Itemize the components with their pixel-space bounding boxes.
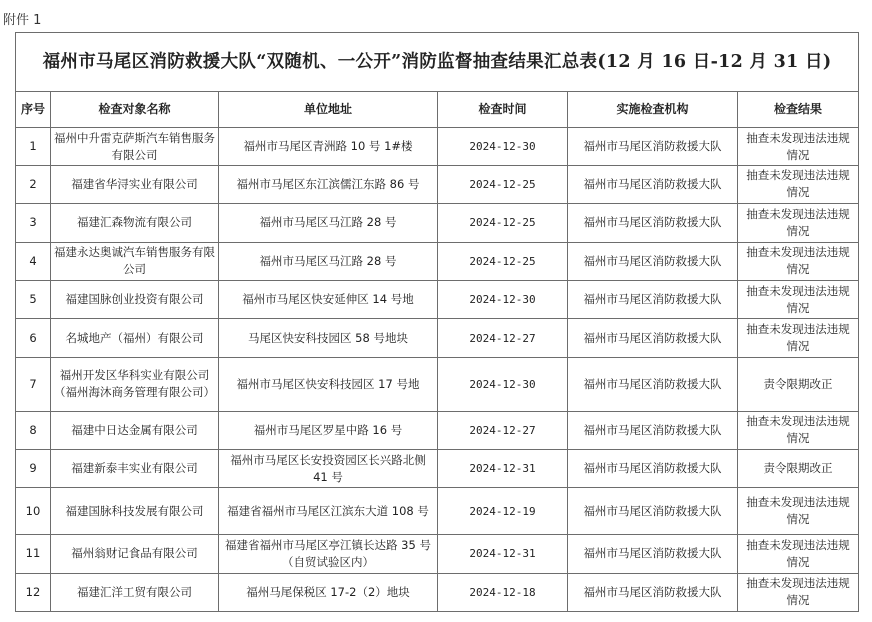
cell-result: 抽查未发现违法违规情况: [738, 319, 859, 357]
cell-name: 福建国脉创业投资有限公司: [51, 280, 219, 318]
cell-result: 抽查未发现违法违规情况: [738, 280, 859, 318]
cell-no: 3: [16, 204, 51, 242]
cell-result: 责令限期改正: [738, 450, 859, 488]
header-agency: 实施检查机构: [568, 92, 738, 128]
cell-result: 抽查未发现违法违规情况: [738, 165, 859, 203]
cell-agency: 福州市马尾区消防救援大队: [568, 488, 738, 535]
cell-agency: 福州市马尾区消防救援大队: [568, 204, 738, 242]
cell-no: 5: [16, 280, 51, 318]
cell-result: 抽查未发现违法违规情况: [738, 242, 859, 280]
cell-address: 福建省福州市马尾区江滨东大道 108 号: [219, 488, 438, 535]
cell-no: 11: [16, 535, 51, 573]
cell-address: 马尾区快安科技园区 58 号地块: [219, 319, 438, 357]
cell-no: 2: [16, 165, 51, 203]
cell-time: 2024-12-25: [438, 165, 568, 203]
cell-address: 福州市马尾区快安科技园区 17 号地: [219, 357, 438, 411]
cell-no: 9: [16, 450, 51, 488]
table-row: [16, 165, 859, 203]
cell-name: 福建汇洋工贸有限公司: [51, 573, 219, 611]
table-title: 福州市马尾区消防救援大队“双随机、一公开”消防监督抽查结果汇总表(12 月 16 日-12 月 31 日): [16, 33, 859, 92]
cell-agency: 福州市马尾区消防救援大队: [568, 319, 738, 357]
cell-name: 福建汇森物流有限公司: [51, 204, 219, 242]
cell-no: 6: [16, 319, 51, 357]
cell-name: 福州翁财记食品有限公司: [51, 535, 219, 573]
cell-name: 福建新泰丰实业有限公司: [51, 450, 219, 488]
cell-time: 2024-12-18: [438, 573, 568, 611]
cell-result: 抽查未发现违法违规情况: [738, 204, 859, 242]
cell-no: 4: [16, 242, 51, 280]
header-result: 检查结果: [738, 92, 859, 128]
table-row: [16, 488, 859, 535]
cell-name: 福州中升雷克萨斯汽车销售服务有限公司: [51, 128, 219, 165]
cell-time: 2024-12-30: [438, 357, 568, 411]
cell-time: 2024-12-25: [438, 204, 568, 242]
cell-result: 抽查未发现违法违规情况: [738, 573, 859, 611]
cell-name: 福州开发区华科实业有限公司（福州海沐商务管理有限公司）: [51, 357, 219, 411]
attachment-label: 附件 1: [3, 13, 42, 28]
header-row: [16, 92, 859, 128]
cell-address: 福州市马尾区马江路 28 号: [219, 242, 438, 280]
table-row: [16, 280, 859, 318]
cell-result: 抽查未发现违法违规情况: [738, 128, 859, 165]
cell-agency: 福州市马尾区消防救援大队: [568, 450, 738, 488]
cell-agency: 福州市马尾区消防救援大队: [568, 128, 738, 165]
cell-time: 2024-12-31: [438, 535, 568, 573]
cell-agency: 福州市马尾区消防救援大队: [568, 357, 738, 411]
header-name: 检查对象名称: [51, 92, 219, 128]
cell-address: 福州马尾保税区 17-2（2）地块: [219, 573, 438, 611]
cell-name: 名城地产（福州）有限公司: [51, 319, 219, 357]
inspection-results-table: [15, 32, 859, 612]
cell-time: 2024-12-27: [438, 411, 568, 449]
cell-no: 10: [16, 488, 51, 535]
cell-result: 抽查未发现违法违规情况: [738, 488, 859, 535]
header-address: 单位地址: [219, 92, 438, 128]
table-row: [16, 128, 859, 165]
cell-agency: 福州市马尾区消防救援大队: [568, 242, 738, 280]
table-row: [16, 357, 859, 411]
cell-address: 福州市马尾区罗星中路 16 号: [219, 411, 438, 449]
title-row: [16, 33, 859, 92]
header-time: 检查时间: [438, 92, 568, 128]
cell-time: 2024-12-31: [438, 450, 568, 488]
cell-time: 2024-12-27: [438, 319, 568, 357]
table-row: [16, 450, 859, 488]
cell-address: 福州市马尾区青洲路 10 号 1#楼: [219, 128, 438, 165]
cell-agency: 福州市马尾区消防救援大队: [568, 165, 738, 203]
cell-no: 12: [16, 573, 51, 611]
cell-time: 2024-12-30: [438, 128, 568, 165]
cell-no: 8: [16, 411, 51, 449]
cell-result: 责令限期改正: [738, 357, 859, 411]
cell-name: 福建中日达金属有限公司: [51, 411, 219, 449]
cell-name: 福建省华浔实业有限公司: [51, 165, 219, 203]
cell-agency: 福州市马尾区消防救援大队: [568, 280, 738, 318]
cell-result: 抽查未发现违法违规情况: [738, 411, 859, 449]
cell-time: 2024-12-19: [438, 488, 568, 535]
cell-result: 抽查未发现违法违规情况: [738, 535, 859, 573]
cell-address: 福州市马尾区快安延伸区 14 号地: [219, 280, 438, 318]
header-no: 序号: [16, 92, 51, 128]
cell-agency: 福州市马尾区消防救援大队: [568, 411, 738, 449]
table-row: [16, 242, 859, 280]
cell-address: 福建省福州市马尾区亭江镇长达路 35 号（自贸试验区内）: [219, 535, 438, 573]
cell-agency: 福州市马尾区消防救援大队: [568, 573, 738, 611]
cell-name: 福建永达奥诚汽车销售服务有限公司: [51, 242, 219, 280]
cell-time: 2024-12-30: [438, 280, 568, 318]
cell-agency: 福州市马尾区消防救援大队: [568, 535, 738, 573]
cell-no: 7: [16, 357, 51, 411]
cell-time: 2024-12-25: [438, 242, 568, 280]
cell-name: 福建国脉科技发展有限公司: [51, 488, 219, 535]
table-row: [16, 535, 859, 573]
table-row: [16, 573, 859, 611]
table-row: [16, 411, 859, 449]
table-row: [16, 319, 859, 357]
cell-address: 福州市马尾区长安投资园区长兴路北侧 41 号: [219, 450, 438, 488]
cell-no: 1: [16, 128, 51, 165]
cell-address: 福州市马尾区马江路 28 号: [219, 204, 438, 242]
cell-address: 福州市马尾区东江滨儒江东路 86 号: [219, 165, 438, 203]
table-row: [16, 204, 859, 242]
